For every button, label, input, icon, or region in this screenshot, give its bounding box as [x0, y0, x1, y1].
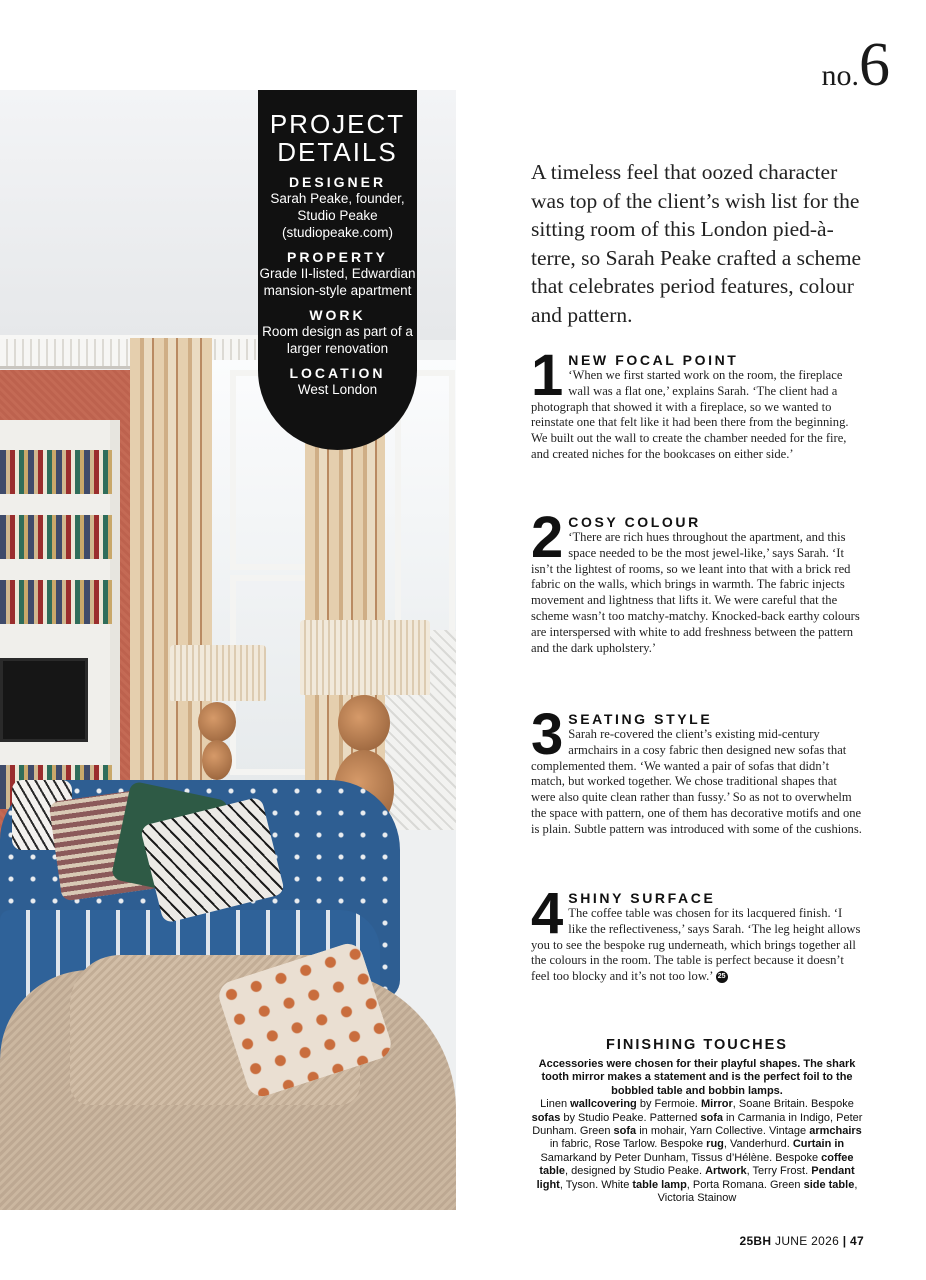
credit-item: Mirror — [700, 1098, 733, 1111]
section-heading: NEW FOCAL POINT — [568, 352, 739, 368]
work-value: Room design as part of a larger renovation — [262, 324, 413, 356]
photo-lampshade — [300, 620, 430, 695]
credit-item: Curtain in — [792, 1138, 845, 1151]
credit-text: , Vanderhurd. — [723, 1138, 793, 1151]
finishing-title: FINISHING TOUCHES — [606, 1037, 788, 1053]
photo-lamp-base — [202, 740, 232, 780]
photo-lamp-base — [198, 702, 236, 742]
issue-prefix: no. — [821, 59, 859, 92]
credit-item: sofa — [613, 1125, 637, 1138]
credit-text: , Tyson. White — [559, 1178, 633, 1191]
project-details-title-line1: PROJECT — [269, 109, 406, 139]
section-heading: SHINY SURFACE — [568, 890, 716, 906]
section-body: ‘There are rich hues throughout the apartment, and this space needed to be the most jewel-like,’ says Sarah. ‘It isn’t the lightest of rooms, so we leant into that with a brick red fabric on the walls, which brings in warmth. The fabric injects movement and lightness that lifts it. We were careful that the scheme wasn’t too matchy-matchy. Knocked-back earthy colours are interspersed with white to add freshness between the pattern and the dark upholstery.’ — [531, 530, 860, 655]
credit-text: by Studio Peake. Patterned — [560, 1111, 701, 1124]
section-number: 3 — [531, 702, 564, 767]
photo-bookcase — [0, 420, 120, 800]
finishing-lead: Accessories were chosen for their playful shapes. The shark tooth mirror makes a statement and is the perfect foil to the bobbled table and bobbin lamps. — [538, 1058, 856, 1097]
section-heading: SEATING STYLE — [568, 711, 713, 727]
credit-text: by Fermoie. — [636, 1098, 701, 1111]
issue-value: 6 — [859, 31, 890, 99]
footer-date: JUNE 2026 — [775, 1234, 840, 1248]
project-details-tab — [258, 90, 417, 450]
page-footer — [739, 1234, 864, 1248]
section-body: The coffee table was chosen for its lacquered finish. ‘I like the reflectiveness,’ says Sarah. ‘The leg height allows you to see the bespoke rug underneath, which brings together all the colours in the room. The table is perfect because it doesn’t feel too blocky and it’s not too low.’ — [531, 906, 861, 984]
credit-item: sofas — [531, 1111, 561, 1124]
finishing-credits — [531, 1098, 863, 1205]
intro-paragraph: A timeless feel that oozed character was top of the client’s wish list for the sitting room of this London pied-à-terre, so Sarah Peake crafted a scheme that celebrates period features, colour and pattern. — [531, 160, 862, 327]
project-details-title-line2: DETAILS — [277, 137, 398, 167]
credit-text: in fabric, Rose Tarlow. Bespoke — [549, 1138, 707, 1151]
section-number: 2 — [531, 505, 564, 570]
credit-text: , Terry Frost. — [746, 1165, 812, 1178]
end-mark-icon: 25 — [716, 971, 728, 983]
section-cosy-colour — [531, 505, 863, 656]
credit-text: in Carmania in Indigo, Peter Dunham. Green — [532, 1111, 863, 1138]
credit-item: table lamp — [632, 1178, 687, 1191]
photo-books — [0, 580, 112, 624]
photo-lamp-base — [338, 695, 390, 751]
section-number: 1 — [531, 343, 564, 408]
credit-text: , designed by Studio Peake. — [565, 1165, 706, 1178]
property-value: Grade II-listed, Edwardian mansion-style apartment — [259, 266, 416, 298]
section-seating-style — [531, 702, 863, 838]
credit-text: Linen — [540, 1098, 571, 1111]
photo-tv — [0, 658, 88, 742]
credit-item: rug — [706, 1138, 724, 1151]
footer-page-number: 47 — [850, 1234, 864, 1248]
location-label: LOCATION — [289, 365, 386, 381]
designer-value: Sarah Peake, founder, Studio Peake (studiopeake.com) — [270, 191, 405, 240]
section-shiny-surface — [531, 881, 863, 985]
work-label: WORK — [309, 307, 366, 323]
credit-item: side table — [803, 1178, 855, 1191]
footer-separator: | — [842, 1234, 847, 1248]
credit-text: in mohair, Yarn Collective. Vintage — [636, 1125, 810, 1138]
section-number: 4 — [531, 881, 564, 946]
credit-item: coffee table — [539, 1151, 854, 1178]
footer-brand: 25BH — [739, 1234, 772, 1248]
location-value: West London — [297, 382, 378, 397]
credit-item: Artwork — [705, 1165, 747, 1178]
photo-books — [0, 450, 112, 494]
section-heading: COSY COLOUR — [568, 514, 701, 530]
photo-books — [0, 515, 112, 559]
property-label: PROPERTY — [286, 249, 388, 265]
section-body: Sarah re-covered the client’s existing mid-century armchairs in a cosy fabric then designed new sofas that complemented them. ‘We wanted a pair of sofas that didn’t match, but worked together. We chose traditional shapes that were also quite clean rather than fussy.’ So as not to overwhelm the space with pattern, one of them has decorative motifs and one is plain. Subtle pattern was introduced with some of the cushions. — [531, 727, 862, 836]
credit-text: Samarkand by Peter Dunham, Tissus d’Hélène. Bespoke — [540, 1151, 822, 1164]
credit-item: Pendant light — [536, 1165, 855, 1191]
section-body: ‘When we first started work on the room, the fireplace wall was a flat one,’ explains Sarah. ‘The client had a photograph that showed it with a fireplace, so we wanted to reinstate one that felt like it had been there from the beginning. We built out the wall to create the chamber needed for the fire, and created niches for the bookcases on either side.’ — [531, 368, 849, 461]
credit-text: , Victoria Stainow — [657, 1178, 858, 1205]
credit-item: armchairs — [809, 1125, 862, 1138]
issue-number — [821, 31, 891, 99]
credit-text: , Soane Britain. Bespoke — [732, 1098, 854, 1111]
photo-lampshade — [170, 645, 266, 701]
credit-item: sofa — [700, 1111, 723, 1124]
credit-text: , Porta Romana. Green — [686, 1178, 804, 1191]
designer-label: DESIGNER — [288, 174, 387, 190]
finishing-touches — [531, 1036, 863, 1205]
credit-item: wallcovering — [570, 1098, 637, 1111]
section-new-focal-point — [531, 343, 863, 463]
